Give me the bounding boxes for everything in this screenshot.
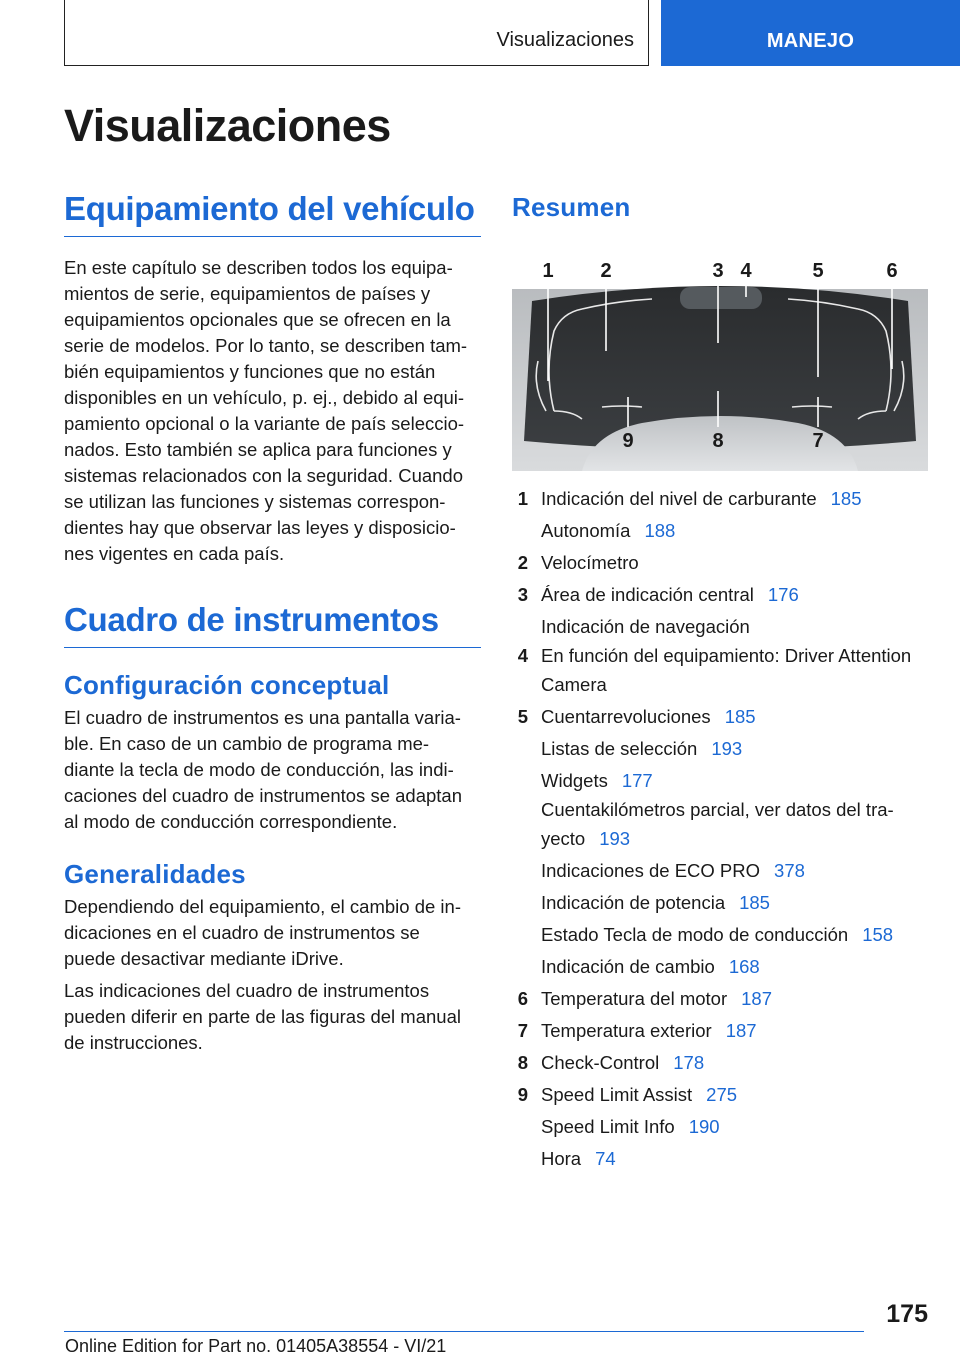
legend-item-label: yecto [541,828,586,849]
text-line: nes vigentes en cada país. [64,543,285,564]
figure-label: 1 [542,261,554,282]
page-number: 175 [886,1300,928,1328]
legend-item [512,823,928,855]
legend-item-text [541,887,770,919]
heading-configuracion: Configuración conceptual [64,670,390,700]
footer-divider [64,1331,864,1332]
text-line: nados. Esto también se aplica para funciones y [64,439,452,460]
legend-list [512,483,928,1175]
page-reference-link[interactable]: 188 [644,520,676,541]
figure-label: 2 [600,261,612,282]
legend-item-label: En función del equipamiento: Driver Attention [541,645,912,666]
page-reference-link[interactable]: 185 [739,892,770,913]
legend-item-label: Speed Limit Info [541,1116,675,1137]
legend-item [512,1143,928,1175]
footer-edition: Online Edition for Part no. 01405A38554 - VI/21 [65,1336,447,1356]
page-reference-link[interactable]: 378 [774,860,805,881]
legend-item-text [541,643,911,669]
legend-item-label: Temperatura del motor [541,988,728,1009]
text-line: pamiento opcional o la variante de país seleccio- [64,413,465,434]
legend-item-number: 7 [517,1020,528,1041]
legend-item-text [541,547,639,579]
legend-item-text [541,701,756,733]
legend-item-label: Velocímetro [541,552,639,573]
legend-item [512,579,928,611]
page-reference-link[interactable]: 185 [830,488,862,509]
legend-item-label: Widgets [541,770,608,791]
legend-item-label: Hora [541,1148,582,1169]
legend-item [512,887,928,919]
legend-item [512,1015,928,1047]
text-line: equipamientos opcionales que se ofrecen en la [64,309,451,330]
legend-item-text [541,797,894,823]
legend-item-text [541,611,750,643]
legend-item [512,515,928,547]
legend-item-label: Estado Tecla de modo de conducción [541,924,849,945]
legend-item [512,483,928,515]
paragraph-generalidades-1 [64,894,481,972]
page-reference-link[interactable]: 193 [711,738,743,759]
left-column [64,190,481,1056]
text-line: bién equipamientos y funciones que no están [64,361,436,382]
legend-item [512,701,928,733]
heading-equipamiento: Equipamiento del vehículo [64,190,481,237]
legend-item [512,1047,928,1079]
text-line: serie de modelos. Por lo tanto, se describen tam- [64,335,468,356]
legend-item-label: Temperatura exterior [541,1020,712,1041]
legend-item-text [541,919,893,951]
text-line: mientos de serie, equipamientos de países y [64,283,431,304]
legend-item [512,983,928,1015]
legend-item [512,919,928,951]
legend-item-text [541,765,653,797]
legend-item-text [541,983,772,1015]
page-reference-link[interactable]: 176 [767,584,799,605]
text-line: disponibles en un vehículo, p. ej., debido al equi- [64,387,465,408]
legend-item-label: Autonomía [541,520,631,541]
legend-item-number: 5 [517,706,528,727]
legend-item [512,797,928,823]
legend-item-number: 2 [517,552,528,573]
legend-item-label: Cuentakilómetros parcial, ver datos del tra- [541,799,894,820]
legend-item-label: Indicación de navegación [541,616,750,637]
figure-label: 6 [886,261,898,282]
page-reference-link[interactable]: 168 [728,956,760,977]
legend-item-number: 3 [517,584,528,605]
figure-label: 4 [740,261,752,282]
page-title: Visualizaciones [64,100,391,151]
legend-item [512,765,928,797]
paragraph-configuracion [64,705,481,835]
legend-item-label: Camera [541,674,607,695]
page-reference-link[interactable]: 177 [621,770,653,791]
legend-item-text [541,823,630,855]
legend-item-label: Indicación de potencia [541,892,726,913]
legend-item-text [541,855,805,887]
page-reference-link[interactable]: 187 [741,988,772,1009]
text-line: dicaciones en el cuadro de instrumentos se [64,922,420,943]
legend-item-number: 6 [517,988,528,1009]
paragraph-generalidades-2 [64,978,481,1056]
legend-item-text [541,1143,616,1175]
legend-item-text [541,483,862,515]
legend-item-label: Cuentarrevoluciones [541,706,711,727]
legend-item-label: Speed Limit Assist [541,1084,693,1105]
legend-item [512,733,928,765]
legend-item-label: Indicación del nivel de carburante [541,488,817,509]
instrument-cluster-figure [512,261,928,471]
legend-item-label: Check-Control [541,1052,660,1073]
legend-item-label: Área de indicación central [541,584,754,605]
text-line: Las indicaciones del cuadro de instrumentos [64,980,430,1001]
figure-label: 5 [812,261,824,282]
legend-item-text [541,1047,704,1079]
text-line: diante la tecla de modo de conducción, las indi- [64,759,454,780]
header-chapter-label: MANEJO [766,30,855,52]
legend-item-label: Listas de selección [541,738,698,759]
text-line: En este capítulo se describen todos los equipa- [64,257,453,278]
header-section-box [64,0,649,66]
legend-item-text [541,1015,757,1047]
legend-item-number: 9 [517,1084,528,1105]
legend-item-number: 4 [517,645,528,666]
heading-generalidades: Generalidades [64,859,246,889]
page-reference-link[interactable]: 74 [595,1148,616,1169]
page-reference-link[interactable]: 187 [725,1020,757,1041]
legend-item-label: Indicación de cambio [541,956,715,977]
figure-label: 3 [712,261,724,282]
figure-label: 7 [812,430,824,452]
text-line: de instrucciones. [64,1032,203,1053]
page-reference-link[interactable]: 185 [724,706,756,727]
legend-item [512,1111,928,1143]
header-chapter-tab[interactable] [661,0,960,66]
page-reference-link[interactable]: 158 [862,924,894,945]
text-line: dientes hay que observar las leyes y disposicio- [64,517,456,538]
instrument-cluster-illustration [512,261,928,471]
heading-resumen: Resumen [512,192,631,222]
legend-item [512,643,928,669]
text-line: caciones del cuadro de instrumentos se adaptan [64,785,463,806]
figure-label: 9 [622,430,634,452]
text-line: se utilizan las funciones y sistemas correspon- [64,491,446,512]
legend-item [512,611,928,643]
legend-item [512,547,928,579]
legend-item-number: 8 [517,1052,528,1073]
page-reference-link[interactable]: 275 [706,1084,738,1105]
text-line: ble. En caso de un cambio de programa me- [64,733,430,754]
right-column [512,190,928,1175]
heading-cuadro: Cuadro de instrumentos [64,601,481,648]
text-line: al modo de conducción correspondiente. [64,811,398,832]
legend-item-text [541,515,675,547]
legend-item-text [541,579,799,611]
legend-item [512,669,928,701]
legend-item-text [541,1079,737,1111]
page-reference-link[interactable]: 190 [688,1116,720,1137]
legend-item [512,951,928,983]
legend-item-text [541,733,742,765]
text-line: sistemas relacionados con la seguridad. Cuando [64,465,464,486]
page-reference-link[interactable]: 178 [673,1052,705,1073]
paragraph-equipamiento [64,255,481,567]
legend-item-text [541,951,760,983]
legend-item [512,855,928,887]
legend-item-label: Indicaciones de ECO PRO [541,860,761,881]
text-line: puede desactivar mediante iDrive. [64,948,344,969]
figure-label: 8 [712,430,724,452]
text-line: pueden diferir en parte de las figuras del manual [64,1006,461,1027]
text-line: Dependiendo del equipamiento, el cambio de in- [64,896,461,917]
legend-item [512,1079,928,1111]
header-section-title: Visualizaciones [496,29,634,51]
legend-item-number: 1 [517,488,528,509]
legend-item-text [541,1111,720,1143]
legend-item-text [541,669,607,701]
text-line: El cuadro de instrumentos es una pantalla varia- [64,707,461,728]
page-reference-link[interactable]: 193 [599,828,631,849]
